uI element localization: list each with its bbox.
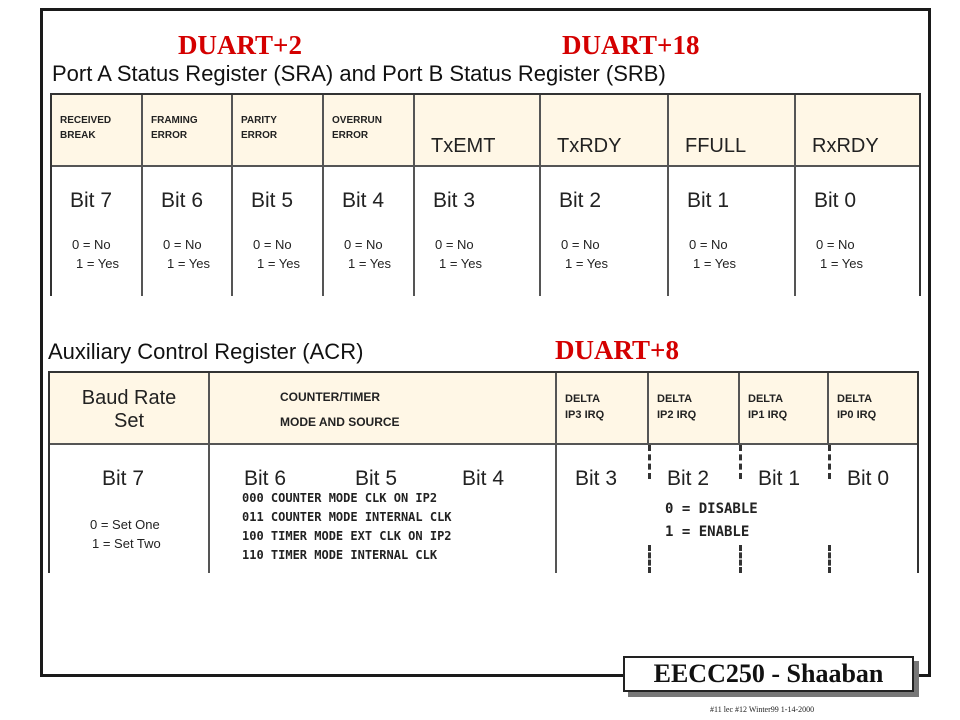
sr-header-cell [415,95,541,167]
delta-irq-header [557,373,649,445]
delta-irq-body [557,445,917,573]
sr-body-cell [415,167,541,296]
delta-bit-label: Bit 3 [575,467,618,490]
sr-value-0: 0 = No [816,237,855,252]
delta-bit-label: Bit 0 [847,467,890,490]
footer-note: #11 lec #12 Winter99 1-14-2000 [710,705,815,714]
sr-bit-label: Bit 5 [251,189,294,212]
delta-irq-header [829,373,917,445]
sr-body-cell [796,167,919,296]
ct-bit-label: Bit 4 [462,467,505,490]
sr-bit-label: Bit 0 [814,189,857,212]
course-footer: EECC250 - Shaaban [623,656,914,692]
sr-bit-label: Bit 2 [559,189,602,212]
ct-bit-label: Bit 5 [355,467,398,490]
sr-header-cell [52,95,143,167]
sr-value-0: 0 = No [561,237,600,252]
sr-header-cell [796,95,919,167]
counter-timer-mode: 110 TIMER MODE INTERNAL CLK [242,548,438,562]
sr-title: Port A Status Register (SRA) and Port B Status Register (SRB) [52,61,666,86]
dashed-divider-top [648,445,651,479]
sr-value-0: 0 = No [344,237,383,252]
baud-rate-header-label: Baud Rate Set [81,387,177,432]
delta-irq-header [740,373,829,445]
delta-bit-label: Bit 2 [667,467,710,490]
counter-timer-header-label: COUNTER/TIMER MODE AND SOURCE [280,390,400,429]
dashed-divider-top [739,445,742,479]
sr-body-cell [233,167,324,296]
sr-header-cell [669,95,796,167]
sr-header-label: TxEMT [431,135,496,157]
sr-header-label: FRAMING ERROR [151,115,198,141]
baud-rate-header [50,373,210,445]
dashed-divider-bottom [739,545,742,573]
duart2-label: DUART+2 [178,30,302,60]
sr-body-cell [324,167,415,296]
sr-header-cell [233,95,324,167]
sr-value-1: 1 = Yes [439,256,483,271]
counter-timer-mode: 100 TIMER MODE EXT CLK ON IP2 [242,529,452,543]
dashed-divider-top [828,445,831,479]
sr-bit-label: Bit 6 [161,189,204,212]
status-register-table [50,93,921,296]
sr-value-1: 1 = Yes [820,256,864,271]
sr-header-label: PARITY ERROR [241,115,278,141]
delta-irq-header-label: DELTA IP3 IRQ [565,393,605,421]
sr-value-0: 0 = No [253,237,292,252]
sr-value-1: 1 = Yes [565,256,609,271]
counter-timer-header [210,373,557,445]
sr-body-cell [52,167,143,296]
sr-header-label: TxRDY [557,135,622,157]
baud-bit-label: Bit 7 [102,467,145,490]
sr-header-label: RxRDY [812,135,879,157]
sr-header-cell [541,95,669,167]
delta-irq-header [649,373,740,445]
baud-value-1: 1 = Set Two [92,536,161,551]
sr-value-1: 1 = Yes [693,256,737,271]
sr-header-cell [324,95,415,167]
duart18-label: DUART+18 [562,30,700,60]
sr-value-0: 0 = No [72,237,111,252]
sr-value-1: 1 = Yes [76,256,120,271]
acr-table [48,371,919,573]
dashed-divider-bottom [648,545,651,573]
sr-header-cell [143,95,233,167]
sr-bit-label: Bit 4 [342,189,385,212]
sr-header-label: RECEIVED BREAK [60,115,112,141]
sr-value-0: 0 = No [689,237,728,252]
baud-value-0: 0 = Set One [90,517,160,532]
sr-bit-label: Bit 3 [433,189,476,212]
delta-bit-label: Bit 1 [758,467,801,490]
delta-irq-header-label: DELTA IP1 IRQ [748,393,788,421]
sr-header-label: OVERRUN ERROR [332,115,383,141]
sr-bit-label: Bit 7 [70,189,113,212]
ct-bit-label: Bit 6 [244,467,287,490]
dashed-divider-bottom [828,545,831,573]
sr-header-label: FFULL [685,135,747,157]
duart8-label: DUART+8 [555,335,679,365]
delta-irq-header-label: DELTA IP2 IRQ [657,393,697,421]
sr-value-0: 0 = No [163,237,202,252]
sr-body-cell [669,167,796,296]
counter-timer-body [210,445,557,573]
delta-irq-header-label: DELTA IP0 IRQ [837,393,877,421]
baud-rate-body [50,445,210,573]
counter-timer-mode: 000 COUNTER MODE CLK ON IP2 [242,491,438,505]
sr-value-1: 1 = Yes [257,256,301,271]
delta-enable-text: 1 = ENABLE [665,524,750,540]
sr-body-cell [143,167,233,296]
counter-timer-mode: 011 COUNTER MODE INTERNAL CLK [242,510,452,524]
sr-value-0: 0 = No [435,237,474,252]
sr-bit-label: Bit 1 [687,189,730,212]
sr-body-cell [541,167,669,296]
acr-title: Auxiliary Control Register (ACR) [48,339,364,364]
delta-disable-text: 0 = DISABLE [665,501,758,517]
sr-value-1: 1 = Yes [348,256,392,271]
sr-value-1: 1 = Yes [167,256,211,271]
